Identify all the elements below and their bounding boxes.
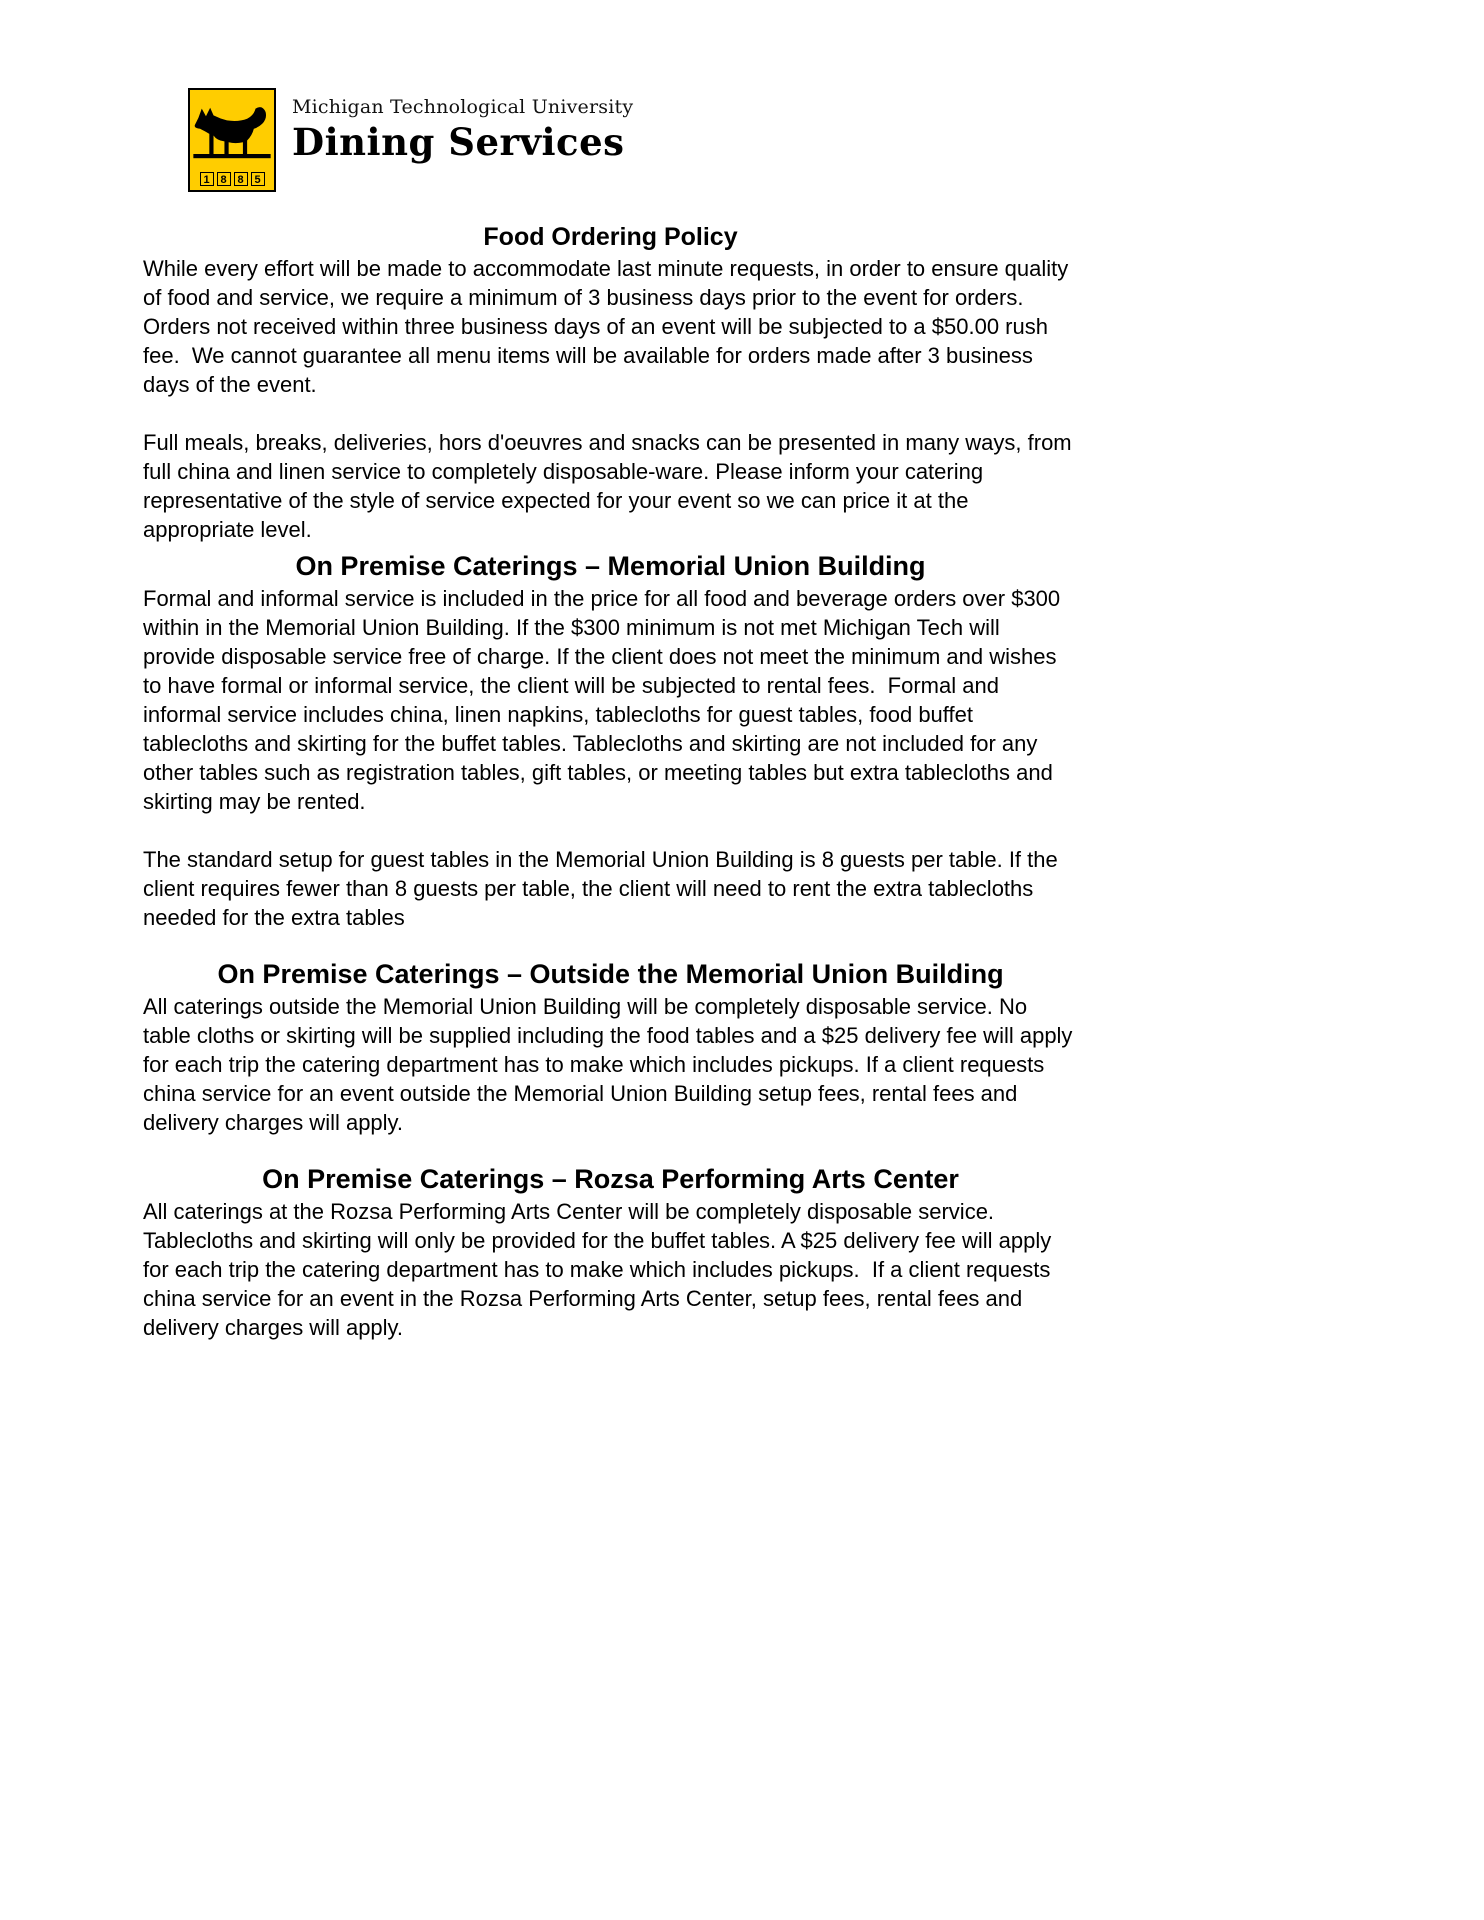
year-digit: 8 [234, 172, 248, 186]
section-food-ordering-policy [143, 222, 1078, 544]
university-name: Michigan Technological University [292, 96, 634, 118]
paragraph: All caterings outside the Memorial Union Building will be completely disposable service. No table cloths or skirting will be supplied including the food tables and a $25 delivery fee will apply for each trip the catering department has to make which includes pickups. If a client requests china service for an event outside the Memorial Union Building setup fees, rental fees and delivery charges will apply. [143, 994, 1079, 1135]
mtu-husky-shield [188, 88, 276, 192]
section-heading: On Premise Caterings – Outside the Memorial Union Building [217, 959, 1004, 989]
year-digit: 1 [200, 172, 214, 186]
section-outside-memorial-union [143, 958, 1078, 1137]
paragraph: Full meals, breaks, deliveries, hors d'oeuvres and snacks can be presented in many ways, from full china and linen service to completely disposable-ware. Please inform your catering representative of the style of service expected for your event so we can price it at the appropriate level. [143, 430, 1078, 542]
policy-document-body [143, 222, 1078, 1342]
year-digit: 5 [251, 172, 265, 186]
dining-services-logo [188, 88, 1341, 192]
section-heading: On Premise Caterings – Rozsa Performing Arts Center [262, 1164, 959, 1194]
year-digit: 8 [217, 172, 231, 186]
logo-year-1885 [190, 170, 274, 190]
section-rozsa-performing-arts [143, 1163, 1078, 1342]
paragraph: All caterings at the Rozsa Performing Arts Center will be completely disposable service. Tablecloths and skirting will only be provided for the buffet tables. A $25 delivery fee will apply for each trip the catering department has to make which includes pickups. If a client requests china service for an event in the Rozsa Performing Arts Center, setup fees, rental fees and delivery charges will apply. [143, 1199, 1058, 1340]
paragraph: Formal and informal service is included in the price for all food and beverage orders over $300 within in the Memorial Union Building. If the $300 minimum is not met Michigan Tech will provide disposable service free of charge. If the client does not meet the minimum and wishes to have formal or informal service, the client will be subjected to rental fees. Formal and informal service includes china, linen napkins, tablecloths for guest tables, food buffet tablecloths and skirting for the buffet tables. Tablecloths and skirting are not included for any other tables such as registration tables, gift tables, or meeting tables but extra tablecloths and skirting may be rented. [143, 586, 1067, 814]
logo-wordmark [292, 88, 633, 164]
husky-silhouette-icon [190, 96, 274, 170]
page-title: Food Ordering Policy [483, 223, 738, 251]
section-heading: On Premise Caterings – Memorial Union Building [295, 551, 926, 581]
paragraph: While every effort will be made to accommodate last minute requests, in order to ensure quality of food and service, we require a minimum of 3 business days prior to the event for orders. Orders not received within three business days of an event will be subjected to a $50.00 rush fee. We cannot guarantee all menu items will be available for orders made after 3 business days of the event. [143, 256, 1075, 397]
department-name: Dining Services [292, 120, 625, 164]
section-memorial-union-building [143, 550, 1078, 932]
paragraph: The standard setup for guest tables in the Memorial Union Building is 8 guests per table. If the client requires fewer than 8 guests per table, the client will need to rent the extra tablecloths needed for the extra tables [143, 847, 1064, 930]
